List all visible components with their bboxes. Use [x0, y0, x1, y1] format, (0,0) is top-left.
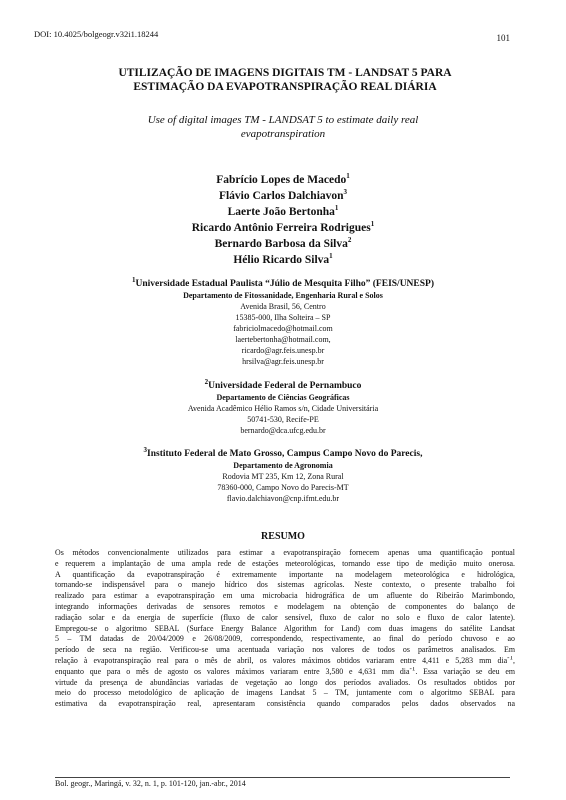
footer-rule — [55, 777, 510, 778]
affiliation-email: laertebertonha@hotmail.com, — [235, 335, 331, 344]
affiliation-email: fabriciolmacedo@hotmail.com — [233, 324, 333, 333]
doi-text: DOI: 10.4025/bolgeogr.v32i1.18244 — [34, 29, 159, 39]
affiliation-line: Avenida Brasil, 56, Centro — [240, 302, 326, 311]
affiliation-email: ricardo@agr.feis.unesp.br — [241, 346, 325, 355]
affiliation-block — [60, 377, 506, 436]
abstract-line: tornando-se indispensável para o manejo hídrico dos sistemas agrícolas. Neste contexto, o presente trabalho foi — [55, 580, 515, 590]
abstract-line: período de seca na região. Verificou-se uma acentuada variação nos valores de todos os parâmetros analisados. Em — [55, 645, 515, 655]
abstract-line: 5 – TM datadas de 20/04/2009 e 26/08/2009, correspondendo, respectivamente, ao final do período chuvoso e ao — [55, 634, 515, 644]
abstract-line: Os métodos convencionalmente utilizados para estimar a evapotranspiração fornecem apenas uma quantificação pontual — [55, 548, 515, 557]
abstract-line: integrando informações derivadas de sensores remotos e modelagem na obtenção de componentes do balanço de — [55, 601, 515, 611]
affiliation-block — [60, 445, 506, 504]
abstract-line: meio do processo metodológico de aplicação de imagens Landsat 5 – TM, juntamente com o algoritmo SEBAL para — [55, 688, 515, 698]
affiliation-block — [60, 275, 506, 367]
author: Laerte João Bertonha$^1$ — [227, 204, 339, 218]
abstract-line: Empregou-se o algoritmo SEBAL (Surface Energy Balance Algorithm for Land) com duas imagens do satélite Landsat — [55, 623, 515, 633]
affiliation-line: 78360-000, Campo Novo do Parecis-MT — [217, 483, 349, 492]
abstract-heading: RESUMO — [261, 531, 305, 542]
author: Hélio Ricardo Silva$^1$ — [233, 252, 333, 266]
affiliation-line: 50741-530, Recife-PE — [247, 415, 319, 424]
affiliation-line: Rodovia MT 235, Km 12, Zona Rural — [222, 472, 344, 481]
affiliation-line: 15385-000, Ilha Solteira – SP — [235, 313, 331, 322]
abstract-body — [55, 548, 515, 710]
abstract-line: e requerem a implantação de uma ampla rede de estações meteorológicas, tornando esse tipo de medição muito onerosa. — [55, 558, 515, 568]
affiliation-line: Avenida Acadêmico Hélio Ramos s/n, Cidade Universitária — [187, 404, 379, 413]
affiliation-name: $^2$Universidade Federal de Pernambuco — [204, 377, 362, 391]
paper-subtitle-english — [80, 113, 486, 141]
affiliation-name: $^3$Instituto Federal de Mato Grosso, Campus Campo Novo do Parecis, — [143, 445, 423, 459]
title-line-2: ESTIMAÇÃO DA EVAPOTRANSPIRAÇÃO REAL DIÁRIA — [133, 81, 437, 93]
abstract-line: estimativa da evapotranspiração real, apresentaram consistência quando comparados pelos dados observados na — [55, 699, 515, 709]
abstract-line: relação à evapotranspiração real para o mês de abril, os valores máximos obtidos variaram entre 4,411 e 5,283 mm dia$^{-1}$, — [55, 655, 515, 665]
abstract-line: virtude da presença de abundâncias variadas de vegetação ao longo dos períodos avaliados. Os resultados obtidos por — [55, 677, 515, 687]
author-list — [100, 172, 466, 268]
abstract-line: radiação solar e da energia de superfície (fluxo de calor sensível, fluxo de calor no solo e fluxo de calor latente). — [55, 612, 515, 622]
page-number: 101 — [496, 33, 510, 43]
affiliation-email: bernardo@dca.ufcg.edu.br — [240, 426, 326, 435]
abstract-line: enquanto que para o mês de agosto os valores máximos variaram entre 3,580 e 4,631 mm dia$^{-1}$. Essa variação se deu em — [55, 666, 515, 676]
author: Fabrício Lopes de Macedo$^1$ — [216, 172, 350, 186]
author: Bernardo Barbosa da Silva$^2$ — [214, 236, 352, 250]
affiliation-department: Departamento de Fitossanidade, Engenharia Rural e Solos — [183, 291, 383, 300]
subtitle-line-1: Use of digital images TM - LANDSAT 5 to estimate daily real — [147, 114, 419, 126]
affiliation-department: Departamento de Agronomia — [233, 461, 333, 470]
affiliation-email: hrsilva@agr.feis.unesp.br — [242, 357, 324, 366]
abstract-line: realizado para estimar a evapotranspiração em uma microbacia hidrográfica de um afluente do Ribeirão Marimbondo, — [55, 591, 515, 601]
affiliation-name: $^1$Universidade Estadual Paulista “Júlio de Mesquita Filho” (FEIS/UNESP) — [132, 275, 434, 289]
affiliation-email: flavio.dalchiavon@cnp.ifmt.edu.br — [226, 494, 340, 503]
footer-citation: Bol. geogr., Maringá, v. 32, n. 1, p. 101-120, jan.-abr., 2014 — [55, 779, 246, 788]
author: Flávio Carlos Dalchiavon$^3$ — [218, 188, 348, 202]
paper-title — [40, 66, 530, 94]
subtitle-line-2: evapotranspiration — [240, 128, 326, 140]
title-line-1: UTILIZAÇÃO DE IMAGENS DIGITAIS TM - LANDSAT 5 PARA — [118, 67, 452, 79]
abstract-line: A quantificação da evapotranspiração é extremamente importante na modelagem meteorológica e hidrológica, — [55, 569, 515, 579]
affiliation-department: Departamento de Ciências Geográficas — [216, 393, 350, 402]
author: Ricardo Antônio Ferreira Rodrigues$^1$ — [191, 220, 375, 234]
